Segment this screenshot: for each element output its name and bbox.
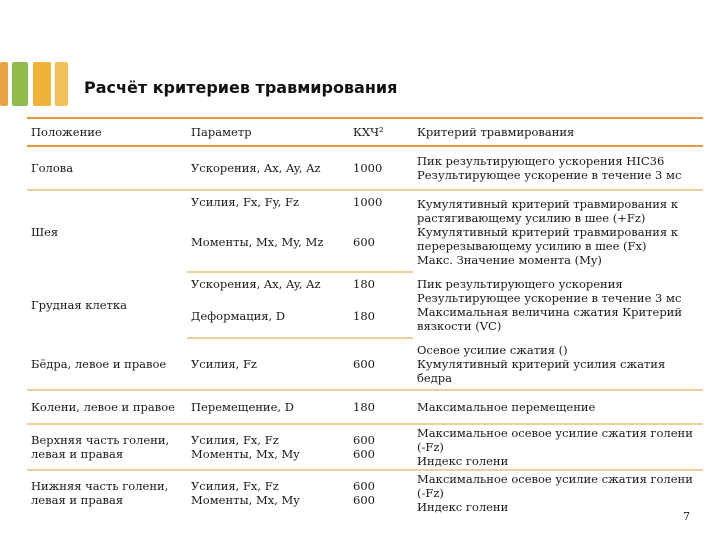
table-row-neck-forces (27, 190, 703, 212)
header-parameter: Параметр (187, 118, 349, 146)
cell-value: 600 (349, 338, 413, 390)
cell-criterion (413, 470, 703, 515)
cell-criterion (413, 190, 703, 272)
cell-criterion (413, 272, 703, 338)
table-row-head (27, 146, 703, 190)
cell-value: 180 (353, 276, 375, 291)
cell-position: Бёдра, левое и правое (27, 338, 187, 390)
cell-parameter: Ускорения, Ax, Ay, Az (187, 146, 349, 190)
cell-criterion (413, 146, 703, 190)
criterion-line: Осевое усилие сжатия () (417, 342, 568, 357)
header-position: Положение (27, 118, 187, 146)
cell-position: Грудная клетка (31, 298, 127, 312)
cell-parameter: Моменты, Mx, My, Mz (187, 212, 349, 272)
cell-value: 1000 (353, 194, 383, 209)
cell-parameter (187, 424, 349, 470)
cell-value: 1000 (349, 146, 413, 190)
cell-parameter: Ускорения, Ax, Ay, Az (191, 276, 321, 291)
header-criterion: Критерий травмирования (413, 118, 703, 146)
cell-value: 180 (349, 390, 413, 424)
cell-criterion: Максимальное перемещение (413, 390, 703, 424)
criterion-line: Пик результирующего ускорения (417, 277, 623, 291)
cell-parameter (187, 470, 349, 515)
cell-parameter: Перемещение, D (187, 390, 349, 424)
decor-bar-2 (12, 62, 28, 106)
cell-position: Колени, левое и правое (27, 390, 187, 424)
cell-position: Верхняя часть голени, левая и правая (27, 424, 187, 470)
criterion-line: Индекс голени (417, 454, 509, 468)
cell-parameter: Усилия, Fz (187, 338, 349, 390)
cell-value: 180 (349, 294, 413, 338)
criterion-line: Пик результирующего ускорения HIC36 (417, 154, 665, 168)
cell-value: 600 (349, 212, 413, 272)
criterion-line: Максимальное осевое усилие сжатия голени (-Fz) (417, 472, 693, 500)
cell-position: Шея (31, 224, 59, 239)
criterion-line: Индекс голени (417, 500, 509, 514)
criterion-line: Макс. Значение момента (My) (417, 252, 602, 267)
cell-position: Нижняя часть голени, левая и правая (31, 479, 169, 507)
cell-value (349, 470, 413, 515)
cell-parameter: Деформация, D (187, 294, 349, 338)
criterion-line: Кумулятивный критерий травмирования к растягивающему усилию в шее (+Fz) (417, 196, 679, 225)
parameter-line: Моменты, Mx, My (191, 447, 300, 461)
criterion-line: Кумулятивный критерий усилия сжатия бедра (417, 356, 666, 385)
decor-bar-1 (0, 62, 8, 106)
value-line: 600 (353, 493, 375, 507)
criterion-line: Максимальная величина сжатия Критерий вязкости (VC) (417, 305, 683, 333)
value-line: 600 (353, 433, 375, 447)
cell-value (349, 424, 413, 470)
parameter-line: Усилия, Fx, Fz (191, 479, 279, 493)
criterion-line: Результирующее ускорение в течение 3 мс (417, 168, 682, 182)
cell-parameter: Усилия, Fx, Fy, Fz (191, 194, 300, 209)
cell-criterion (413, 424, 703, 470)
table-header-row (27, 118, 703, 146)
value-line: 600 (353, 447, 375, 461)
decor-bar-3 (33, 62, 51, 106)
page-title: Расчёт критериев травмирования (84, 78, 398, 97)
table-row-chest-accel (27, 272, 703, 294)
criterion-line: Кумулятивный критерий травмирования к перерезывающему усилию в шее (Fx) (417, 224, 679, 253)
table-row-upper-shin (27, 424, 703, 470)
header-value: КХЧ² (349, 118, 413, 146)
injury-criteria-table (27, 117, 703, 515)
parameter-line: Моменты, Mx, My (191, 493, 300, 507)
cell-criterion (413, 338, 703, 390)
criterion-line: Максимальное осевое усилие сжатия голени (-Fz) (417, 426, 693, 454)
cell-position: Голова (27, 146, 187, 190)
table-row-knees (27, 390, 703, 424)
criterion-line: Результирующее ускорение в течение 3 мс (417, 291, 682, 305)
value-line: 600 (353, 479, 375, 493)
decor-bar-4 (55, 62, 68, 106)
table-row-lower-shin (27, 470, 703, 515)
page-number: 7 (683, 510, 690, 523)
parameter-line: Усилия, Fx, Fz (191, 433, 279, 447)
table-row-hips (27, 338, 703, 390)
